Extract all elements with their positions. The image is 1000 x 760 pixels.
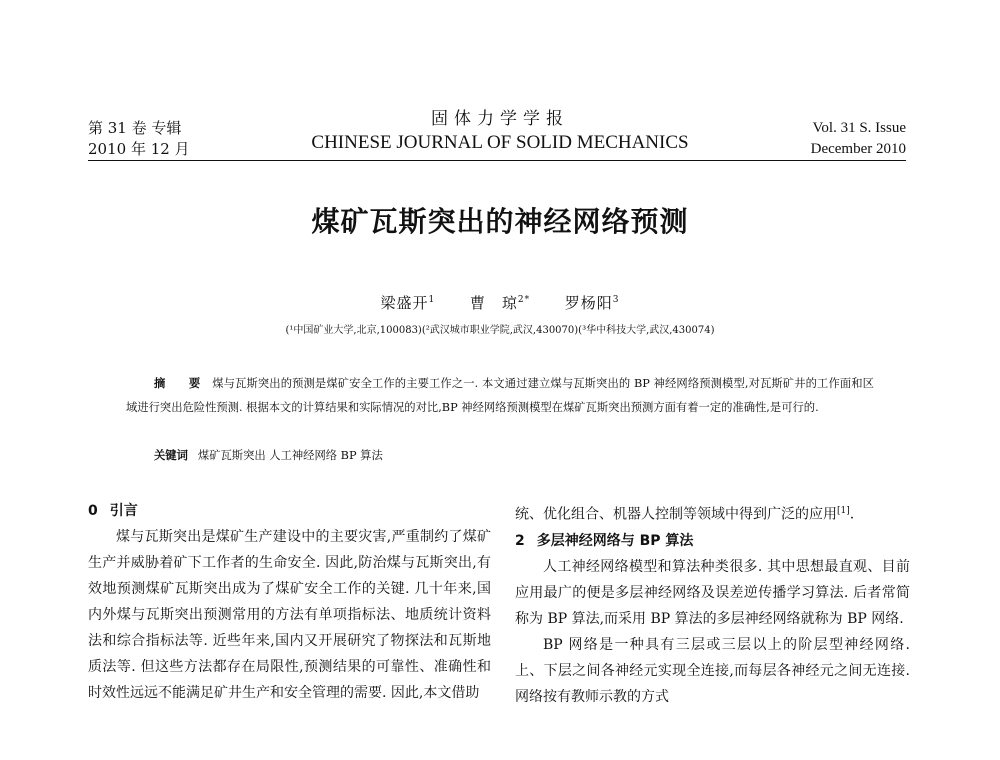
date-label-en: December 2010 [810, 141, 906, 157]
keywords-label: 关键词 [154, 449, 188, 462]
journal-name-cn: 固体力学学报 [431, 109, 569, 129]
section-heading-introduction [88, 498, 491, 524]
continued-end: . [849, 506, 855, 523]
continued-text: 统、优化组合、机器人控制等领域中得到广泛的应用 [515, 506, 837, 523]
journal-name [250, 108, 750, 156]
journal-name-en: CHINESE JOURNAL OF SOLID MECHANICS [311, 132, 689, 153]
keywords-text: 煤矿瓦斯突出 人工神经网络 BP 算法 [197, 449, 383, 462]
abstract [126, 372, 874, 420]
section-number: 2 [515, 532, 525, 549]
author-affiliation-mark: 2* [517, 295, 531, 305]
bp-paragraph-2: BP 网络是一种具有三层或三层以上的阶层型神经网络. 上、下层之间各神经元实现全连接,而每层各神经元之间无连接. 网络按有教师示教的方式 [515, 636, 910, 705]
section-number: 0 [88, 503, 98, 519]
author-affiliation-mark: 1 [428, 295, 436, 305]
paper-title: 煤矿瓦斯突出的神经网络预测 [311, 205, 689, 238]
right-column [515, 498, 910, 710]
header-rule [88, 160, 906, 161]
author-name: 罗杨阳 [564, 294, 613, 312]
volume-label: 第 31 卷 专辑 [88, 119, 182, 137]
continued-paragraph [515, 498, 910, 528]
affiliations: (¹中国矿业大学,北京,100083)(²武汉城市职业学院,武汉,430070)(³华中科技大学,武汉,430074) [285, 325, 715, 336]
citation-mark: [1] [837, 506, 850, 516]
introduction-paragraph: 煤与瓦斯突出是煤矿生产建设中的主要灾害,严重制约了煤矿生产并威胁着矿下工作者的生命安全. 因此,防治煤与瓦斯突出,有效地预测煤矿瓦斯突出成为了煤矿安全工作的关键. 几十年来,国内外煤与瓦斯突出预测常用的方法有单项指标法、地质统计资料法和综合指标法等. 近些年来,国内又开展研究了物探法和瓦斯地质法等. 但这些方法都存在局限性,预测结果的可靠性、准确性和时效性远远不能满足矿井生产和安全管理的需要. 因此,本文借助 [88, 529, 491, 701]
bp-paragraph-1: 人工神经网络模型和算法种类很多. 其中思想最直观、目前应用最广的便是多层神经网络及误差逆传播学习算法. 后者常简称为 BP 算法,而采用 BP 算法的多层神经网络就称为 BP 网络. [515, 558, 910, 627]
left-column [88, 498, 491, 706]
author-list [0, 292, 1000, 313]
section-heading-bp [515, 528, 910, 554]
section-title: 多层神经网络与 BP 算法 [536, 532, 694, 549]
abstract-label: 摘 要 [154, 377, 207, 390]
running-header-volume [811, 118, 906, 160]
author-name: 梁盛开 [380, 294, 429, 312]
section-title: 引言 [109, 503, 138, 519]
date-label: 2010 年 12 月 [88, 140, 190, 158]
author-name: 曹 琼 [469, 294, 518, 312]
keywords [154, 444, 383, 468]
running-header-issue [88, 118, 190, 160]
author-affiliation-mark: 3 [612, 295, 620, 305]
abstract-text: 煤与瓦斯突出的预测是煤矿安全工作的主要工作之一. 本文通过建立煤与瓦斯突出的 BP 神经网络预测模型,对瓦斯矿井的工作面和区域进行突出危险性预测. 根据本文的计算结果和实际情况的对比,BP 神经网络预测模型在煤矿瓦斯突出预测方面有着一定的准确性,是可行的. [126, 377, 874, 414]
volume-label-en: Vol. 31 S. Issue [812, 120, 906, 136]
